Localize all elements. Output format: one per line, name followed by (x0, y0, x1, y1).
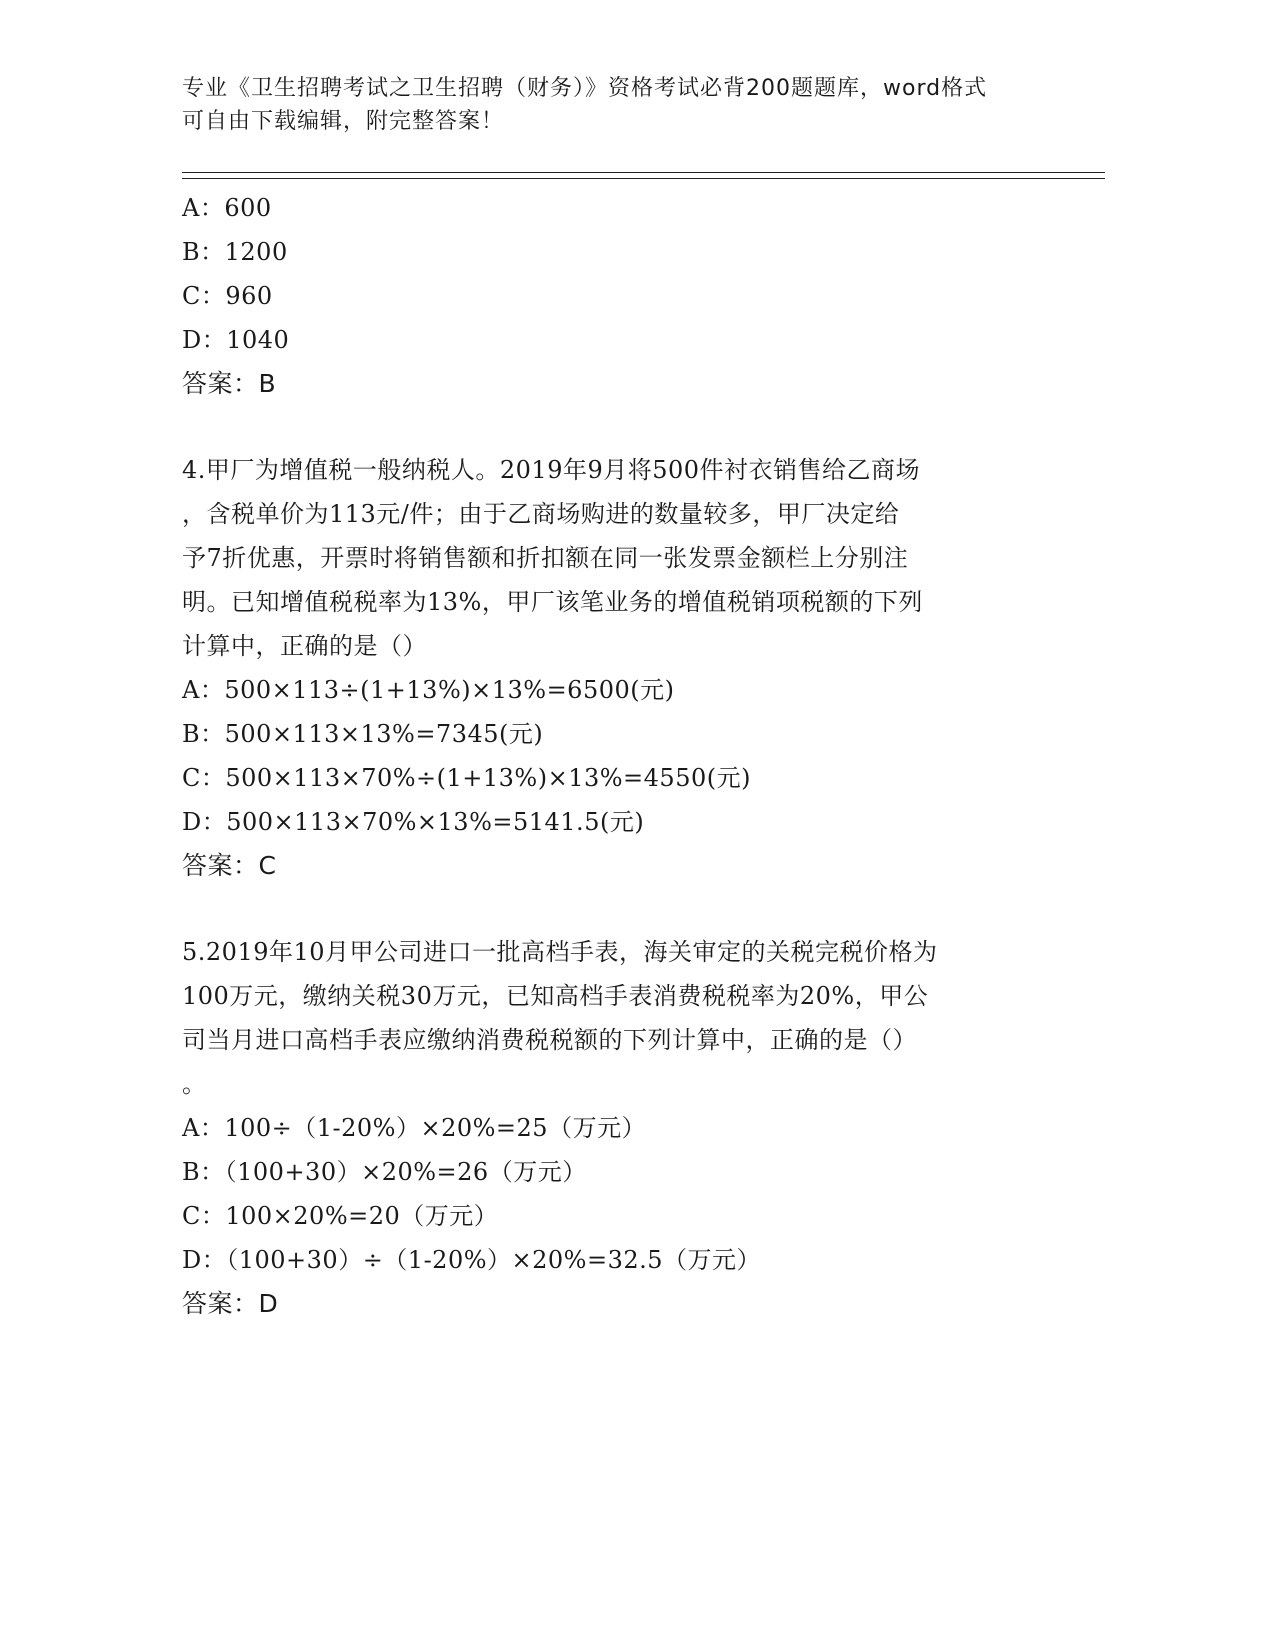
question-4 (182, 448, 1042, 888)
question-5 (182, 930, 1042, 1326)
question-content (182, 186, 1042, 1326)
option-b: B：500×113×13%=7345(元) (182, 720, 544, 748)
question-text-line: 。 (182, 1070, 207, 1098)
header-line-2: 可自由下载编辑，附完整答案！ (182, 109, 505, 134)
header-line-1: 专业《卫生招聘考试之卫生招聘（财务）》资格考试必背200题题库，word格式 (182, 76, 988, 101)
question-text-line: 明。已知增值税税率为13%，甲厂该笔业务的增值税销项税额的下列 (182, 588, 923, 616)
spacer (182, 888, 1042, 930)
question-text-line: 予7折优惠，开票时将销售额和折扣额在同一张发票金额栏上分别注 (182, 544, 909, 572)
question-3 (182, 186, 1042, 406)
option-a: A：500×113÷(1+13%)×13%=6500(元) (182, 676, 675, 704)
option-c: C：960 (182, 282, 273, 310)
question-text-line: 计算中，正确的是（） (182, 632, 427, 660)
option-d: D：（100+30）÷（1-20%）×20%=32.5（万元） (182, 1246, 762, 1274)
option-d: D：500×113×70%×13%=5141.5(元) (182, 808, 645, 836)
header-divider-top (182, 172, 1105, 173)
answer-label: 答案：D (182, 1289, 279, 1318)
answer-label: 答案：C (182, 851, 277, 880)
question-text-line: 4.甲厂为增值税一般纳税人。2019年9月将500件衬衣销售给乙商场 (182, 456, 921, 484)
header-divider-bottom (182, 178, 1105, 179)
question-text-line: 5.2019年10月甲公司进口一批高档手表，海关审定的关税完税价格为 (182, 938, 938, 966)
question-text-line: 100万元，缴纳关税30万元，已知高档手表消费税税率为20%，甲公 (182, 982, 929, 1010)
option-c: C：500×113×70%÷(1+13%)×13%=4550(元) (182, 764, 751, 792)
option-a: A：100÷（1-20%）×20%=25（万元） (182, 1114, 647, 1142)
spacer (182, 406, 1042, 448)
question-text-line: ，含税单价为113元/件；由于乙商场购进的数量较多，甲厂决定给 (182, 500, 900, 528)
option-a: A：600 (182, 194, 272, 222)
option-b: B：1200 (182, 238, 288, 266)
option-b: B：（100+30）×20%=26（万元） (182, 1158, 587, 1186)
option-d: D：1040 (182, 326, 290, 354)
option-c: C：100×20%=20（万元） (182, 1202, 499, 1230)
answer-label: 答案：B (182, 369, 277, 398)
question-text-line: 司当月进口高档手表应缴纳消费税税额的下列计算中，正确的是（） (182, 1026, 917, 1054)
document-header (182, 72, 1042, 138)
